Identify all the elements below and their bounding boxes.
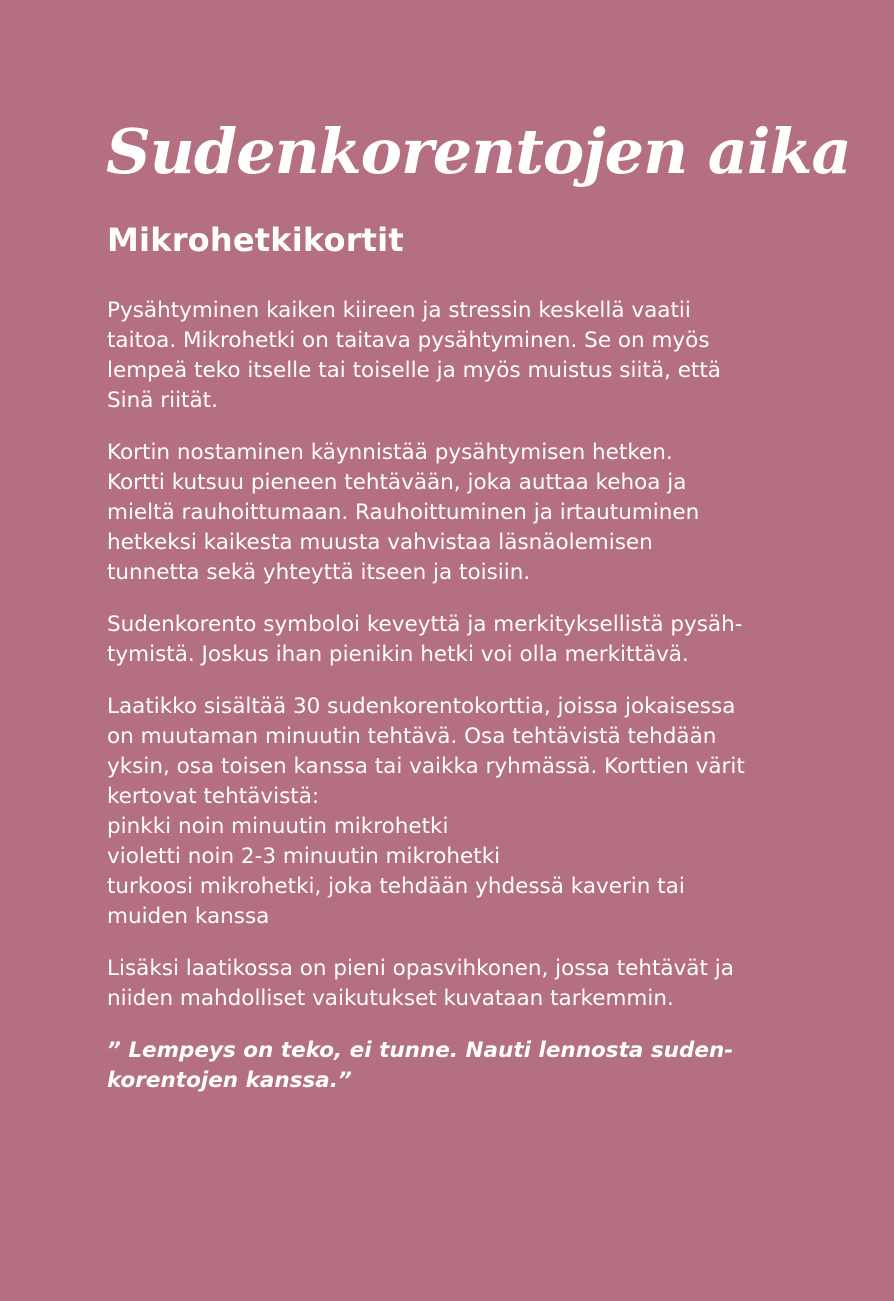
closing-quote: [107, 1036, 807, 1096]
text-line: Laatikko sisältää 30 sudenkorentokorttia, joissa jokaisessa: [107, 694, 736, 719]
text-line: violetti noin 2-3 minuutin mikrohetki: [107, 844, 501, 869]
text-line: mieltä rauhoittumaan. Rauhoittuminen ja irtautuminen: [107, 500, 700, 525]
text-line: pinkki noin minuutin mikrohetki: [107, 814, 449, 839]
text-line: tymistä. Joskus ihan pienikin hetki voi olla merkittävä.: [107, 642, 689, 667]
text-line: Sudenkorento symboloi keveyttä ja merkityksellistä pysäh-: [107, 612, 743, 637]
text-line: Kortin nostaminen käynnistää pysähtymisen hetken.: [107, 440, 673, 465]
paragraph-box-contents: [107, 692, 807, 932]
quote-line: ” Lempeys on teko, ei tunne. Nauti lennosta suden-: [107, 1038, 734, 1063]
quote-line: korentojen kanssa.”: [107, 1068, 352, 1093]
text-line: Pysähtyminen kaiken kiireen ja stressin keskellä vaatii: [107, 298, 691, 323]
text-line: niiden mahdolliset vaikutukset kuvataan tarkemmin.: [107, 986, 674, 1011]
paragraph-dragonfly: [107, 610, 807, 670]
text-line: taitoa. Mikrohetki on taitava pysähtyminen. Se on myös: [107, 328, 710, 353]
paragraph-booklet: [107, 954, 807, 1014]
text-line: Lisäksi laatikossa on pieni opasvihkonen, jossa tehtävät ja: [107, 956, 734, 981]
paragraph-intro: [107, 296, 807, 416]
text-line: on muutaman minuutin tehtävä. Osa tehtävistä tehdään: [107, 724, 717, 749]
text-line: tunnetta sekä yhteyttä itseen ja toisiin.: [107, 560, 531, 585]
text-line: muiden kanssa: [107, 904, 270, 929]
text-line: Sinä riität.: [107, 388, 218, 413]
page-title: Sudenkorentojen aika: [106, 115, 851, 188]
text-line: lempeä teko itselle tai toiselle ja myös muistus siitä, että: [107, 358, 721, 383]
text-line: Kortti kutsuu pieneen tehtävään, joka auttaa kehoa ja: [107, 470, 687, 495]
text-line: turkoosi mikrohetki, joka tehdään yhdessä kaverin tai: [107, 874, 685, 899]
paragraph-card-drawing: [107, 438, 807, 588]
text-line: yksin, osa toisen kanssa tai vaikka ryhmässä. Korttien värit: [107, 754, 745, 779]
body-text: [107, 296, 807, 1118]
text-line: kertovat tehtävistä:: [107, 784, 320, 809]
text-line: hetkeksi kaikesta muusta vahvistaa läsnäolemisen: [107, 530, 653, 555]
page-subtitle: Mikrohetkikortit: [107, 221, 404, 259]
